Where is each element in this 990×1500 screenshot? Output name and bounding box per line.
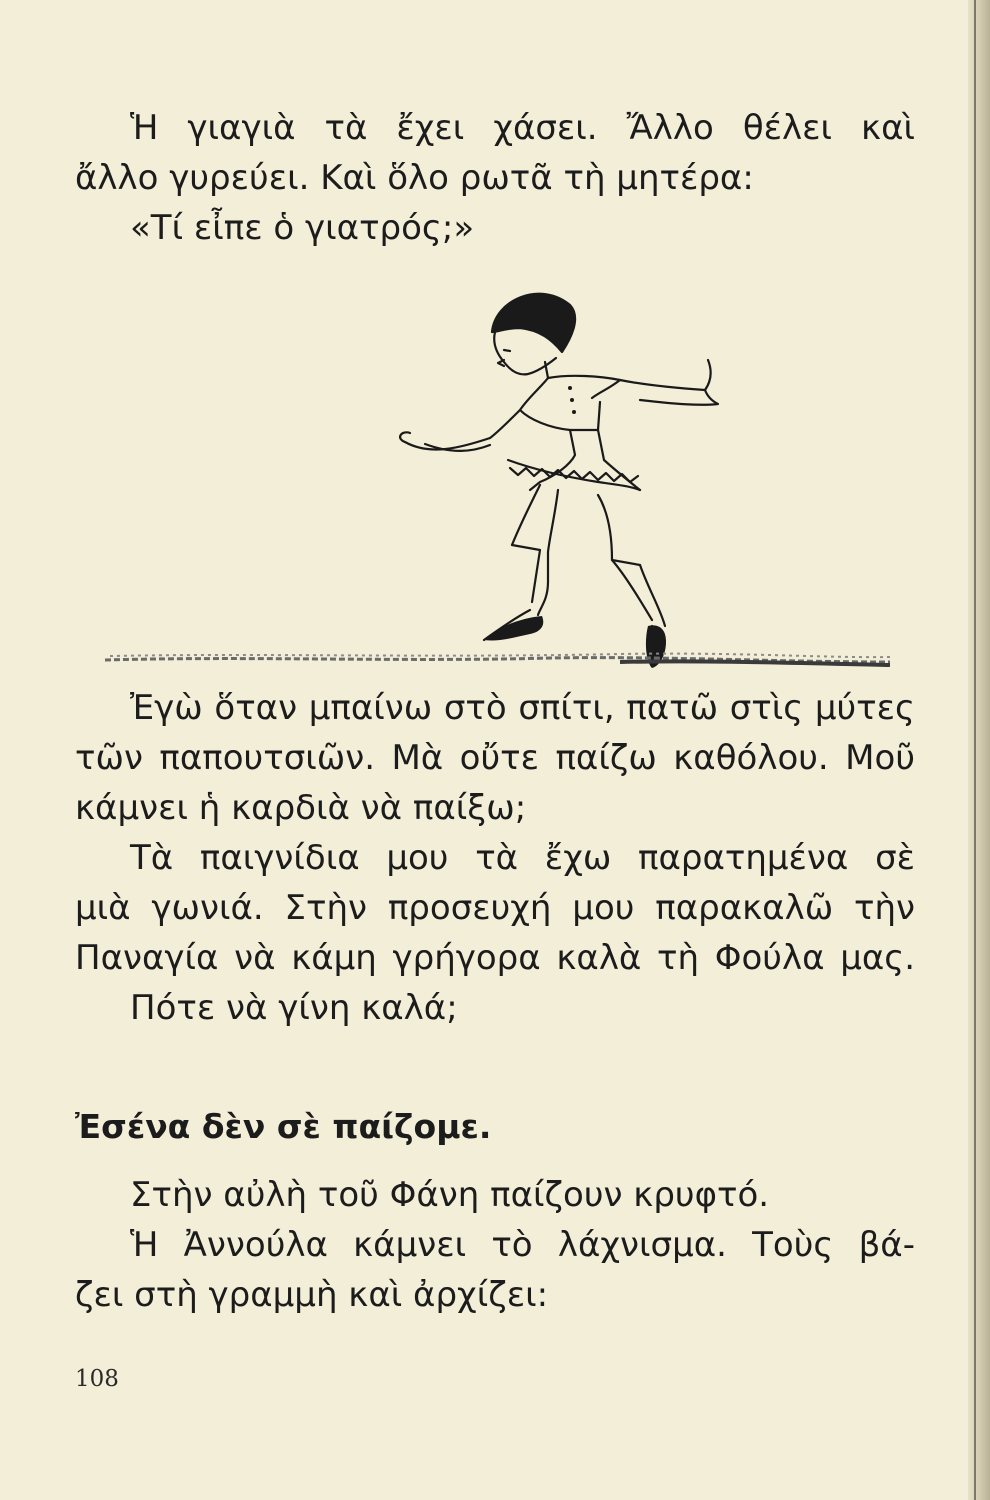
text-line: Ἡ Ἀννούλα κάμνει τὸ λάχνισμα. Τοὺς βά- xyxy=(130,1225,915,1265)
text-line: Στὴν αὐλὴ τοῦ Φάνη παίζουν κρυφτό. xyxy=(130,1175,770,1215)
paragraph-counting xyxy=(75,1220,915,1320)
text-line: μιὰ γωνιά. Στὴν προσευχή μου παρακαλῶ τὴν xyxy=(75,888,915,928)
text-line: τῶν παπουτσιῶν. Μὰ οὔτε παίζω καθόλου. Μοῦ xyxy=(75,738,915,778)
girl-walking-illustration xyxy=(100,270,900,680)
paragraph-toys xyxy=(75,833,915,983)
paragraph-tiptoe xyxy=(75,683,915,833)
paragraph-hide-and-seek xyxy=(75,1170,915,1220)
text-line: Πότε νὰ γίνη καλά; xyxy=(130,988,458,1028)
text-line: Ἡ γιαγιὰ τὰ ἔχει χάσει. Ἄλλο θέλει καὶ xyxy=(130,108,915,148)
text-line: «Τί εἶπε ὁ γιατρός;» xyxy=(130,208,475,248)
text-line: κάμνει ἡ καρδιὰ νὰ παίξω; xyxy=(75,788,527,828)
text-line: ἄλλο γυρεύει. Καὶ ὅλο ρωτᾶ τὴ μητέρα: xyxy=(75,158,754,198)
text-line: ζει στὴ γραμμὴ καὶ ἀρχίζει: xyxy=(75,1275,549,1315)
section-heading: Ἐσένα δὲν σὲ παίζομε. xyxy=(75,1107,492,1146)
text-line: Τὰ παιγνίδια μου τὰ ἔχω παρατημένα σὲ xyxy=(130,838,915,878)
text-line: Παναγία νὰ κάμη γρήγορα καλὰ τὴ Φούλα μας. xyxy=(75,938,915,978)
text-line: Ἐγὼ ὅταν μπαίνω στὸ σπίτι, πατῶ στὶς μύτες xyxy=(130,688,915,728)
page-number: 108 xyxy=(75,1366,119,1392)
page-edge-shadow xyxy=(968,0,990,1500)
paragraph-question xyxy=(75,983,915,1033)
paragraph-grandmother xyxy=(75,103,915,253)
